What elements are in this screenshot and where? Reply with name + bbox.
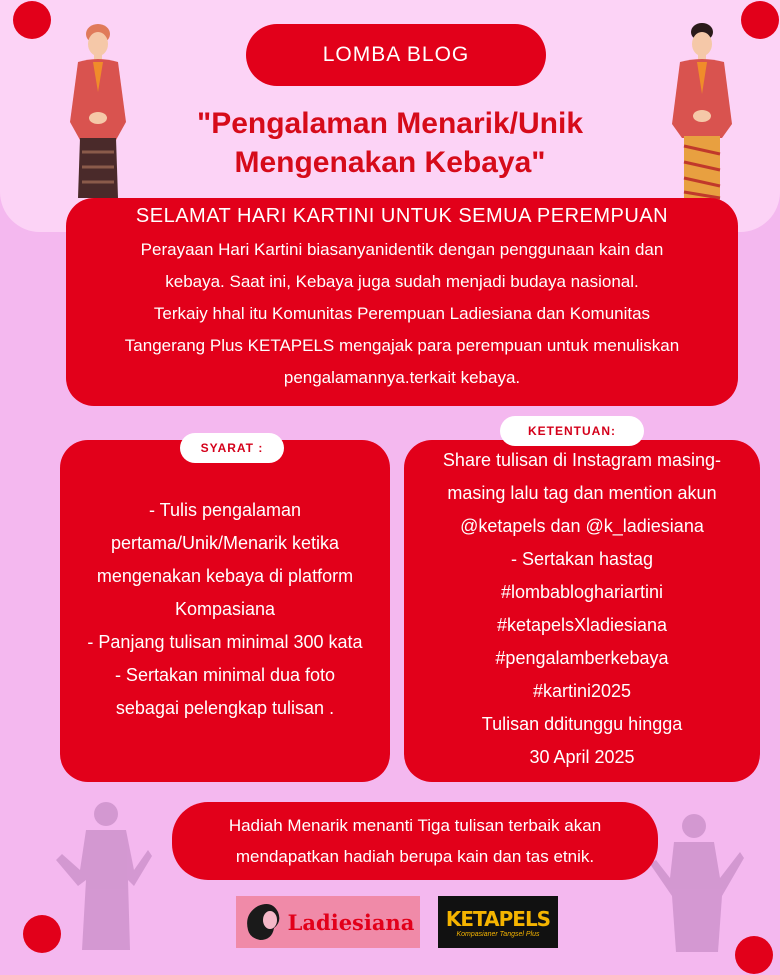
syarat-line: Kompasiana	[174, 599, 276, 619]
ketentuan-text	[404, 444, 760, 774]
syarat-line: sebagai pelengkap tulisan .	[115, 698, 335, 718]
prize-text	[172, 810, 658, 872]
ketentuan-line: Share tulisan di Instagram masing-	[442, 450, 722, 470]
decorative-dot	[741, 1, 779, 39]
intro-box	[66, 198, 738, 406]
syarat-box	[60, 440, 390, 782]
intro-line: Tangerang Plus KETAPELS mengajak para perempuan untuk menuliskan	[124, 336, 680, 355]
intro-line: kebaya. Saat ini, Kebaya juga sudah menjadi budaya nasional.	[165, 272, 639, 291]
intro-line: Terkaiy hhal itu Komunitas Perempuan Ladiesiana dan Komunitas	[153, 304, 651, 323]
headline-line: Mengenakan Kebaya"	[234, 146, 546, 179]
ketentuan-line: #kartini2025	[532, 681, 632, 701]
kebaya-woman-left-illustration	[60, 22, 136, 204]
syarat-line: - Sertakan minimal dua foto	[114, 665, 336, 685]
intro-heading: SELAMAT HARI KARTINI UNTUK SEMUA PEREMPUAN	[135, 205, 669, 227]
ketentuan-line: - Sertakan hastag	[510, 549, 654, 569]
syarat-line: mengenakan kebaya di platform	[96, 566, 354, 586]
prize-box	[172, 802, 658, 880]
syarat-text	[60, 494, 390, 725]
ketentuan-line: #pengalamberkebaya	[495, 648, 669, 668]
contest-headline	[150, 104, 630, 182]
woman-silhouette-right-illustration	[648, 812, 744, 952]
headline-line: "Pengalaman Menarik/Unik	[196, 107, 583, 140]
contest-title-pill: LOMBA BLOG	[246, 24, 546, 86]
woman-profile-icon	[242, 900, 286, 944]
ketentuan-line: @ketapels dan @k_ladiesiana	[460, 516, 704, 536]
ladiesiana-logo	[236, 896, 420, 948]
woman-silhouette-left-illustration	[56, 800, 152, 950]
decorative-dot	[13, 1, 51, 39]
ketentuan-box	[404, 440, 760, 782]
ketentuan-line: #ketapelsXladiesiana	[496, 615, 668, 635]
ketapels-logo-text: KETAPELS	[445, 906, 551, 931]
syarat-line: pertama/Unik/Menarik ketika	[110, 533, 340, 553]
syarat-line: - Panjang tulisan minimal 300 kata	[87, 632, 363, 652]
kebaya-woman-right-illustration	[664, 22, 740, 204]
ladiesiana-logo-text: Ladiesiana	[287, 909, 415, 935]
ketentuan-line: Tulisan dditunggu hingga	[481, 714, 683, 734]
ketentuan-line: #lombabloghariartini	[500, 582, 664, 602]
intro-line: Perayaan Hari Kartini biasanyanidentik dengan penggunaan kain dan	[140, 240, 664, 259]
ketentuan-line: 30 April 2025	[529, 747, 635, 767]
ketentuan-line: masing lalu tag dan mention akun	[447, 483, 717, 503]
syarat-label: SYARAT :	[180, 433, 284, 463]
intro-line: pengalamannya.terkait kebaya.	[283, 368, 521, 387]
intro-text	[76, 234, 728, 394]
ketentuan-label: KETENTUAN:	[500, 416, 644, 446]
syarat-line: - Tulis pengalaman	[148, 500, 302, 520]
ketapels-logo	[438, 896, 558, 948]
prize-line: Hadiah Menarik menanti Tiga tulisan terbaik akan	[228, 816, 602, 835]
prize-line: mendapatkan hadiah berupa kain dan tas etnik.	[235, 847, 595, 866]
ketapels-logo-tagline: Kompasianer Tangsel Plus	[456, 930, 540, 938]
